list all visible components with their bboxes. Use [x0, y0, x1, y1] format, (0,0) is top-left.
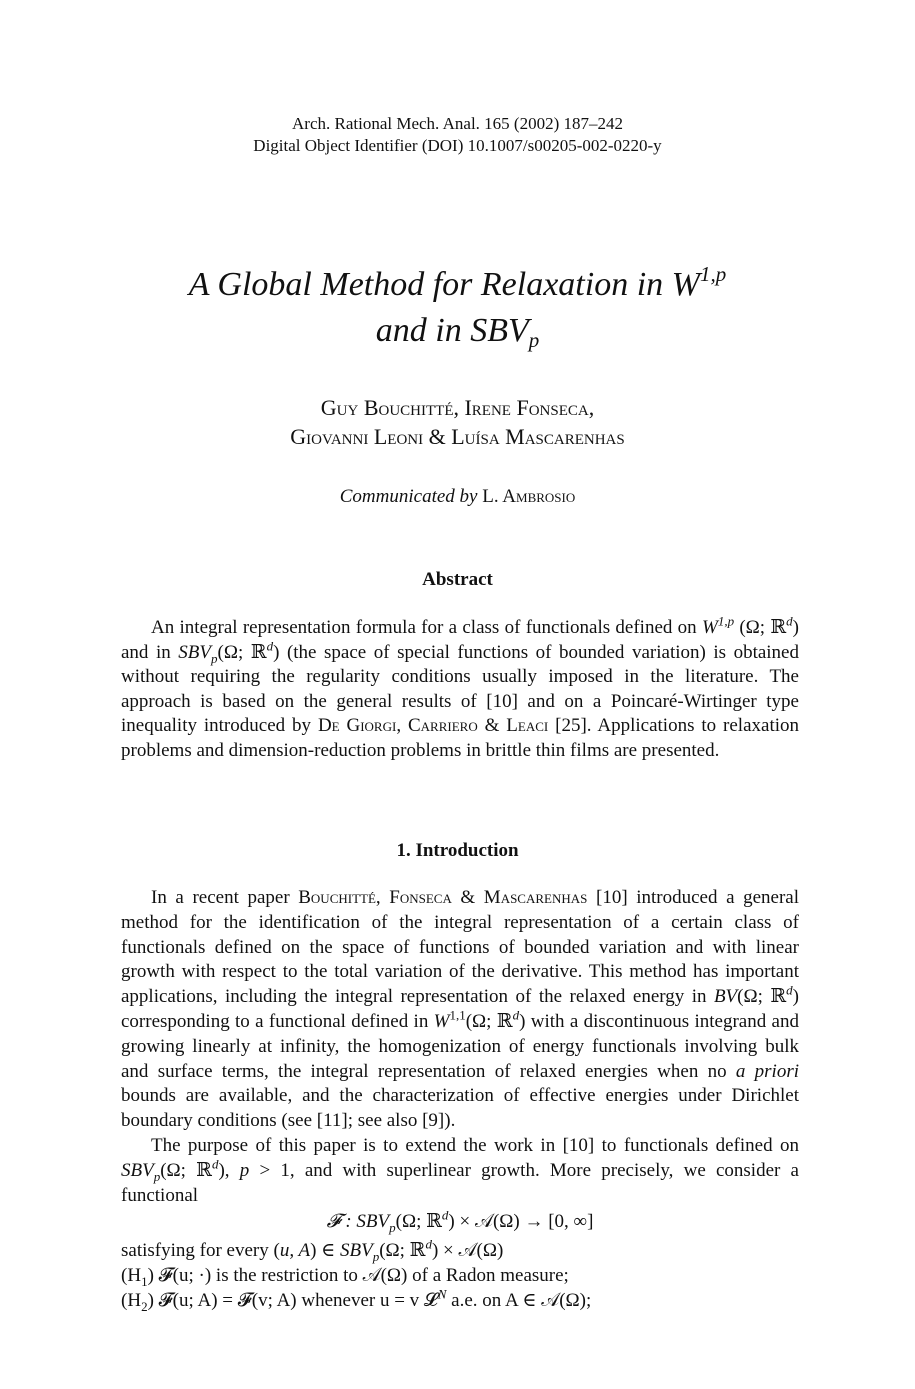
authors-line-2: Giovanni Leoni & Luísa Mascarenhas — [290, 424, 625, 449]
journal-header — [0, 113, 915, 157]
abstract-heading: Abstract — [422, 569, 493, 590]
hypothesis-h1: $(H_1)$ 𝓕(u; ·) is the restriction to 𝒜(Ω) of a Radon measure; — [121, 1264, 569, 1289]
journal-citation: Arch. Rational Mech. Anal. 165 (2002) 187–242 — [292, 114, 623, 133]
author-list — [0, 393, 915, 451]
satisfying-line: satisfying for every (u, A) ∈ $SBV_p(\Omega$; ℝ$^d$) × 𝒜(Ω) — [121, 1236, 504, 1264]
editor-name: L. Ambrosio — [482, 486, 576, 507]
intro-paragraph-1: In a recent paper Bouchitté, Fonseca & Mascarenhas [10] introduced a general method for the identification of the integral representation of a certain class of functionals defined on the space of functions of bounded variation and with linear growth with respect to the total variation of the derivative. This method has important applications, including the integral representation of the relaxed energy in BV(Ω; ℝ$^d$) corresponding to a functional defined in W$^{1,1}$(Ω; ℝ$^d$) with a discontinuous integrand and growing linearly at infinity, the homogenization of energy functionals involving bulk and surface terms, the integral representation of relaxed energies when no a priori bounds are available, and the characterization of effective energies under Dirichlet boundary conditions (see [11]; see also [9]). — [121, 887, 800, 1132]
authors-line-1: Guy Bouchitté, Irene Fonseca, — [320, 395, 595, 420]
introduction-body — [121, 886, 799, 1314]
intro-paragraph-2: The purpose of this paper is to extend the work in [10] to functionals defined on $SBV_p(\Omega$; ℝ$^d$), p > 1, and with superlinear growth. More precisely, we consider a functional — [121, 1134, 799, 1206]
doi-line: Digital Object Identifier (DOI) 10.1007/s00205-002-0220-y — [253, 136, 662, 155]
hypothesis-h2: $(H_2)$ 𝓕(u; A) = 𝓕(v; A) whenever u = v 𝓛$^N$ a.e. on A ∈ 𝒜(Ω); — [121, 1286, 592, 1314]
paper-title: A Global Method for Relaxation in W$^{1,p}$ and in $SBV_p$ — [188, 262, 727, 352]
introduction-heading: 1. Introduction — [396, 840, 519, 861]
communicated-by: Communicated by L. Ambrosio — [339, 486, 576, 507]
functional-formula: 𝓕 : $SBV_p(\Omega$; ℝ$^d$) × 𝒜(Ω) → [0, ∞] — [326, 1208, 594, 1236]
abstract-text: An integral representation formula for a class of functionals defined on W$^{1,p}$ (Ω; ℝ$^d$) and in $SBV_p(\Omega$; ℝ$^d$) (the space of special functions of bounded variation) is obtained without requiring the regularity conditions usually imposed in the literature. The approach is based on the general results of [10] and on a Poincaré-Wirtinger type inequality introduced by De Giorgi, Carriero & Leaci [25]. Applications to relaxation problems and dimension-reduction problems in brittle thin films are presented. — [121, 613, 800, 761]
